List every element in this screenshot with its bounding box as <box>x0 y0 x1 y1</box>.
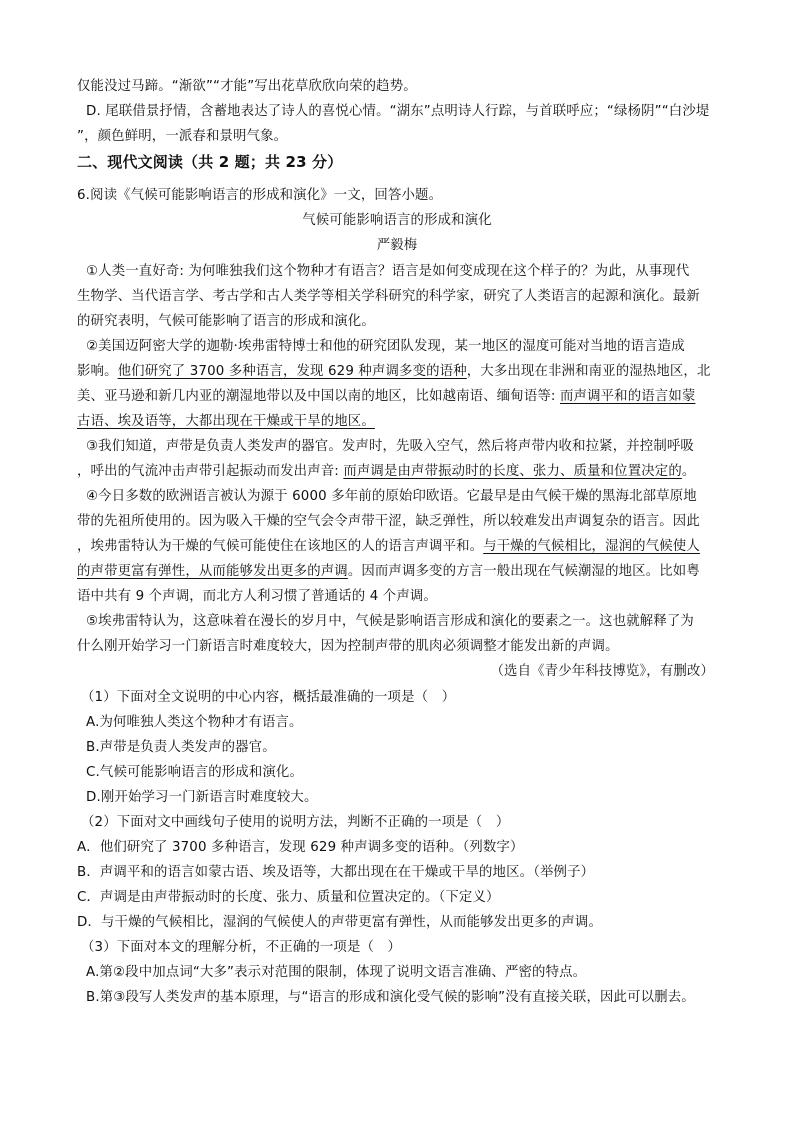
p5-line-1: ⑤埃弗雷特认为，这意味着在漫长的岁月中，气候是影响语言形成和演化的要素之一。这也就解释了为 <box>86 614 694 629</box>
p5-line-2: 什么刚开始学习一门新语言时难度较大，因为控制声带的肌肉必须调整才能发出新的声调。 <box>77 639 619 654</box>
article-source: （选自《青少年科技博览》，有删改） <box>490 664 714 679</box>
article-title: 气候可能影响语言的形成和演化 <box>302 213 492 228</box>
p4-line-1: ④今日多数的欧洲语言被认为源于 6000 多年前的原始印欧语。它最早是由气候干燥的黑海北部草原地 <box>86 489 697 504</box>
q2-stem: （2）下面对文中画线句子使用的说明方法，判断不正确的一项是（ ） <box>81 815 510 830</box>
underlined-sentence-2b: 古语、埃及语等，大都出现在干燥或干旱的地区。 <box>77 414 375 429</box>
q1-option-a: A.为何唯独人类这个物种才有语言。 <box>86 715 303 730</box>
underlined-sentence-4b: 的声带更富有弹性，从而能够发出更多的声调 <box>77 564 348 579</box>
p2-line-3: 美、亚马逊和新几内亚的潮湿地带以及中国以南的地区，比如越南语、缅甸语等: 而声调平和的语言如蒙 <box>77 389 696 404</box>
p2-line-4 <box>77 412 727 432</box>
section-heading: 二、现代文阅读（共 2 题；共 23 分） <box>77 153 343 171</box>
p3-line-1: ③我们知道，声带是负责人类发声的器官。发声时，先吸入空气，然后将声带内收和拉紧，并控制呼吸 <box>86 439 694 454</box>
underlined-sentence-3: 而声调是由声带振动时的长度、张力、质量和位置决定的 <box>343 464 682 479</box>
question-intro: 6.阅读《气候可能影响语言的形成和演化》一文，回答小题。 <box>77 188 443 203</box>
p4-line-5: 语中共有 9 个声调，而北方人利习惯了普通话的 4 个声调。 <box>77 589 437 604</box>
p1-line-3: 的研究表明，气候可能影响了语言的形成和演化。 <box>77 314 375 329</box>
q1-option-d: D.刚开始学习一门新语言时难度较大。 <box>86 790 318 805</box>
p4-line-2: 带的先祖所使用的。因为吸入干燥的空气会令声带干涩，缺乏弹性，所以较难发出声调复杂的语言。因此 <box>77 514 700 529</box>
p2-line-2: 影响。他们研究了 3700 多种语言，发现 629 种声调多变的语种，大多出现在非洲和南亚的湿热地区，北 <box>77 364 711 379</box>
p2-line-1: ②美国迈阿密大学的迦勒·埃弗雷特博士和他的研究团队发现，某一地区的湿度可能对当地的语言造成 <box>86 339 685 354</box>
q2-option-d: D．与干燥的气候相比，湿润的气候使人的声带更富有弹性，从而能够发出更多的声调。 <box>77 915 603 930</box>
p3-line-2: ，呼出的气流冲击声带引起振动而发出声音: 而声调是由声带振动时的长度、张力、质量和位置决定的。 <box>77 464 696 479</box>
underlined-sentence-4a: 与干燥的气候相比，湿润的气候使人 <box>483 539 700 554</box>
underlined-sentence-2a: 而声调平和的语言如蒙 <box>560 389 696 404</box>
underlined-sentence-1: 他们研究了 3700 多种语言，发现 629 种声调多变的语种 <box>117 364 467 379</box>
q2-option-a: A．他们研究了 3700 多种语言，发现 629 种声调多变的语种。（列数字） <box>77 840 524 855</box>
p1-line-2: 生物学、当代语言学、考古学和古人类学等相关学科研究的科学家，研究了人类语言的起源和演化。最新 <box>77 289 700 304</box>
intro-line-3: ”，颜色鲜明，一派春和景明气象。 <box>77 129 288 144</box>
q3-stem: （3）下面对本文的理解分析，不正确的一项是（ ） <box>81 940 402 955</box>
q1-option-b: B.声带是负责人类发声的器官。 <box>86 740 276 755</box>
q3-option-a: A.第②段中加点词“大多”表示对范围的限制，体现了说明文语言准确、严密的特点。 <box>86 965 587 980</box>
q2-option-c: C．声调是由声带振动时的长度、张力、质量和位置决定的。（下定义） <box>77 890 500 905</box>
p4-line-4: 的声带更富有弹性，从而能够发出更多的声调。因而声调多变的方言一般出现在气候潮湿的地区。比如粤 <box>77 564 700 579</box>
p4-line-3: ，埃弗雷特认为干燥的气候可能使住在该地区的人的语言声调平和。与干燥的气候相比，湿润的气候使人 <box>77 539 700 554</box>
q1-option-c: C.气候可能影响语言的形成和演化。 <box>86 765 304 780</box>
intro-line-1: 仅能没过马蹄。“渐欲”“才能”写出花草欣欣向荣的趋势。 <box>77 79 417 94</box>
q2-option-b: B．声调平和的语言如蒙古语、埃及语等，大都出现在在干燥或干旱的地区。（举例子） <box>77 865 595 880</box>
q1-stem: （1）下面对全文说明的中心内容，概括最准确的一项是（ ） <box>81 690 456 705</box>
article-author: 严毅梅 <box>376 238 418 253</box>
intro-line-2: D. 尾联借景抒情，含蓄地表达了诗人的喜悦心情。“湖东”点明诗人行踪，与首联呼应；“绿杨阴”“白沙堤 <box>86 104 710 119</box>
q3-option-b: B.第③段写人类发声的基本原理，与“语言的形成和演化受气候的影响”没有直接关联，因此可以删去。 <box>86 990 695 1005</box>
p1-line-1: ①人类一直好奇: 为何唯独我们这个物种才有语言？语言是如何变成现在这个样子的？为此，从事现代 <box>86 264 690 279</box>
